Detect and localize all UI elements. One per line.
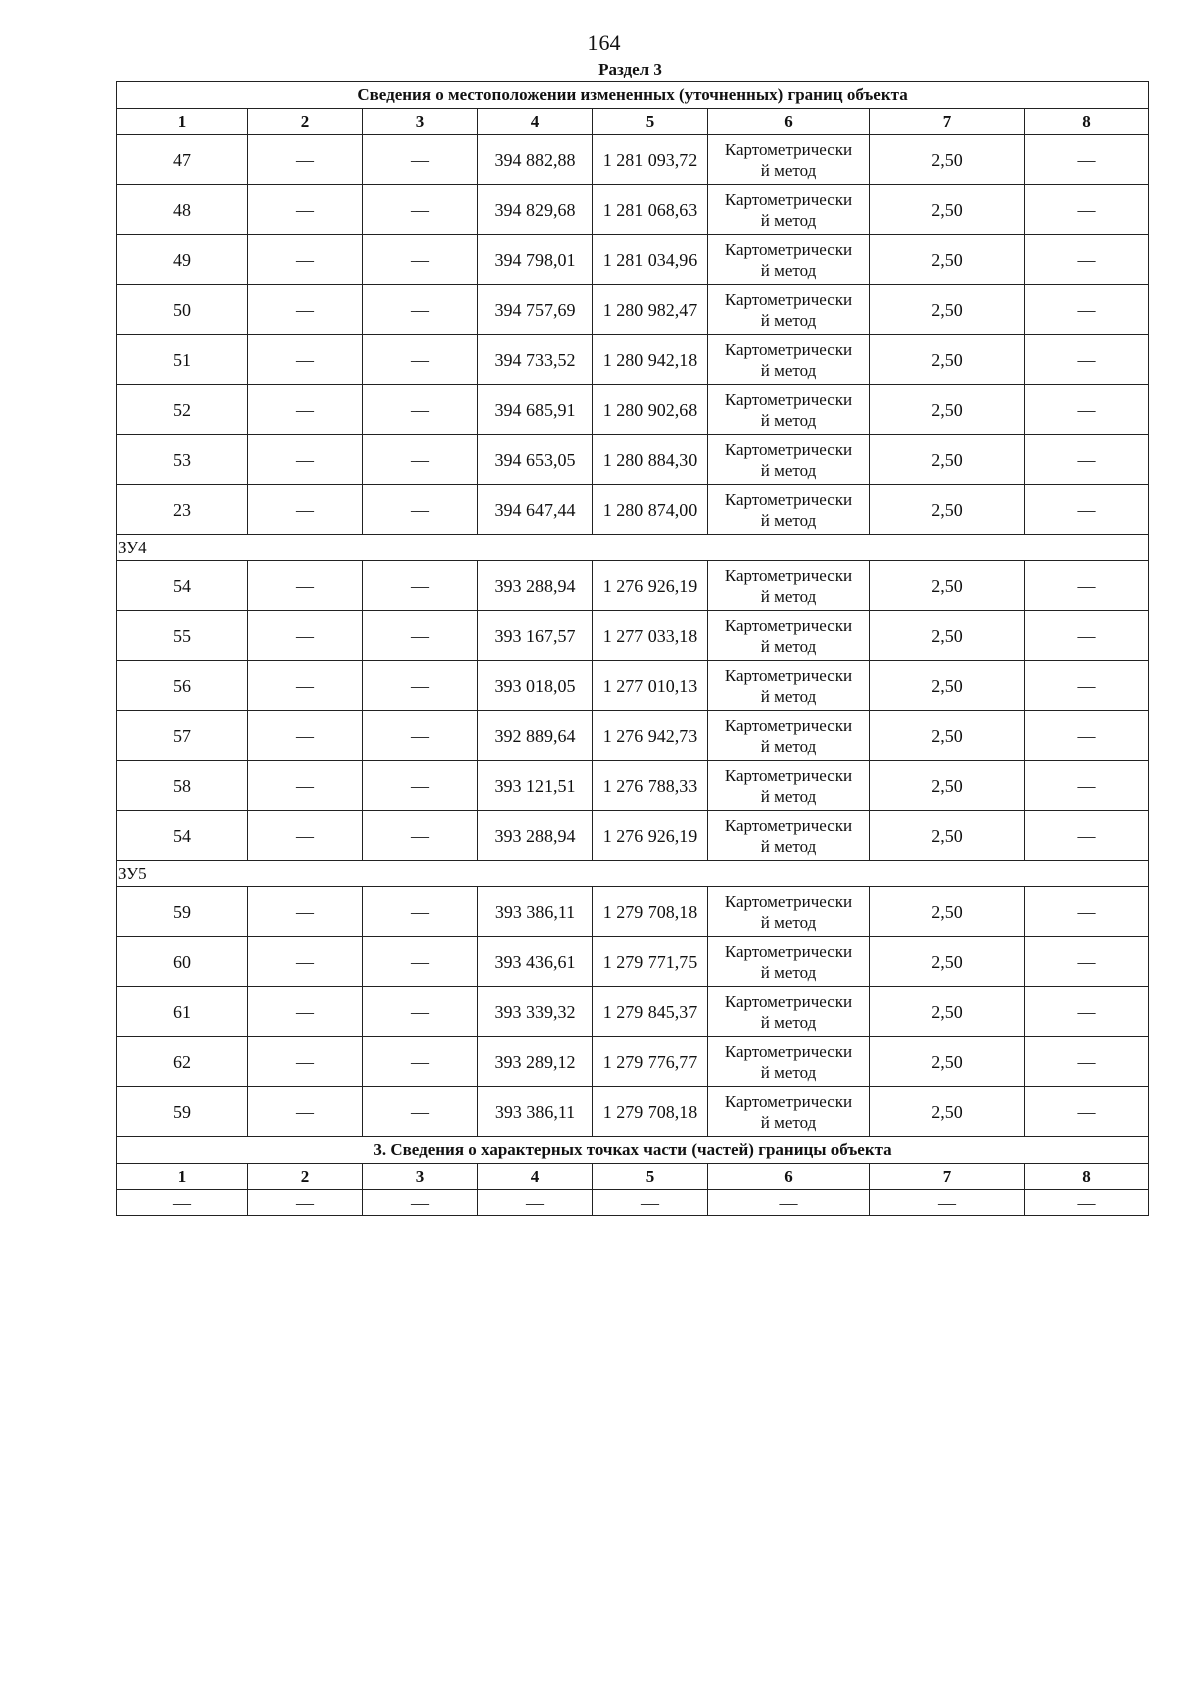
table-row bbox=[117, 937, 1149, 987]
dash-cell: — bbox=[363, 811, 478, 861]
dash-cell: — bbox=[363, 711, 478, 761]
x-coordinate: 394 829,68 bbox=[478, 185, 593, 235]
table-row bbox=[117, 485, 1149, 535]
group-row bbox=[117, 535, 1149, 561]
dash-cell: — bbox=[1025, 811, 1149, 861]
table2-column-number-row bbox=[117, 1164, 1149, 1190]
y-coordinate: 1 279 708,18 bbox=[593, 1087, 708, 1137]
method-cell bbox=[708, 335, 870, 385]
accuracy-value: 2,50 bbox=[870, 185, 1025, 235]
method-line-2: й метод bbox=[760, 686, 817, 706]
method-line-1: Картометрически bbox=[724, 339, 853, 359]
accuracy-value: 2,50 bbox=[870, 987, 1025, 1037]
method-line-1: Картометрически bbox=[724, 239, 853, 259]
dash-cell: — bbox=[248, 485, 363, 535]
x-coordinate: 393 386,11 bbox=[478, 887, 593, 937]
table-row bbox=[117, 285, 1149, 335]
y-coordinate: 1 280 942,18 bbox=[593, 335, 708, 385]
dash-cell: — bbox=[248, 661, 363, 711]
method-line-2: й метод bbox=[760, 310, 817, 330]
x-coordinate: 394 647,44 bbox=[478, 485, 593, 535]
method-line-2: й метод bbox=[760, 836, 817, 856]
point-number: 62 bbox=[117, 1037, 248, 1087]
dash-cell: — bbox=[248, 987, 363, 1037]
method-cell bbox=[708, 235, 870, 285]
dash-cell: — bbox=[363, 661, 478, 711]
dash-cell: — bbox=[1025, 711, 1149, 761]
column-number: 8 bbox=[1025, 1164, 1149, 1190]
accuracy-value: 2,50 bbox=[870, 561, 1025, 611]
y-coordinate: 1 280 902,68 bbox=[593, 385, 708, 435]
column-number-row bbox=[117, 109, 1149, 135]
point-number: 54 bbox=[117, 811, 248, 861]
table-row bbox=[117, 235, 1149, 285]
dash-cell: — bbox=[248, 887, 363, 937]
method-line-1: Картометрически bbox=[724, 941, 853, 961]
y-coordinate: 1 277 033,18 bbox=[593, 611, 708, 661]
method-line-1: Картометрически bbox=[724, 489, 853, 509]
y-coordinate: 1 276 926,19 bbox=[593, 561, 708, 611]
x-coordinate: 393 018,05 bbox=[478, 661, 593, 711]
x-coordinate: 393 288,94 bbox=[478, 811, 593, 861]
method-line-2: й метод bbox=[760, 360, 817, 380]
table-row bbox=[117, 611, 1149, 661]
accuracy-value: 2,50 bbox=[870, 285, 1025, 335]
x-coordinate: 393 436,61 bbox=[478, 937, 593, 987]
table-row bbox=[117, 1037, 1149, 1087]
point-number: 53 bbox=[117, 435, 248, 485]
dash-cell: — bbox=[248, 235, 363, 285]
dash-cell: — bbox=[363, 135, 478, 185]
group-label: ЗУ4 bbox=[117, 535, 1149, 561]
point-number: 57 bbox=[117, 711, 248, 761]
method-line-1: Картометрически bbox=[724, 891, 853, 911]
point-number: 55 bbox=[117, 611, 248, 661]
method-cell bbox=[708, 711, 870, 761]
x-coordinate: 393 289,12 bbox=[478, 1037, 593, 1087]
method-line-2: й метод bbox=[760, 736, 817, 756]
dash-cell: — bbox=[1025, 185, 1149, 235]
dash-cell: — bbox=[1025, 937, 1149, 987]
column-number: 5 bbox=[593, 1164, 708, 1190]
method-line-2: й метод bbox=[760, 962, 817, 982]
dash-cell: — bbox=[363, 335, 478, 385]
dash-cell: — bbox=[1025, 235, 1149, 285]
point-number: 48 bbox=[117, 185, 248, 235]
dash-cell: — bbox=[1025, 335, 1149, 385]
dash-cell: — bbox=[248, 711, 363, 761]
table2-row bbox=[117, 1190, 1149, 1216]
method-line-1: Картометрически bbox=[724, 1091, 853, 1111]
dash-cell: — bbox=[363, 235, 478, 285]
dash-cell: — bbox=[248, 561, 363, 611]
x-coordinate: 394 733,52 bbox=[478, 335, 593, 385]
method-cell bbox=[708, 887, 870, 937]
dash-cell: — bbox=[363, 887, 478, 937]
x-coordinate: 393 386,11 bbox=[478, 1087, 593, 1137]
dash-cell: — bbox=[248, 285, 363, 335]
table-caption: Сведения о местоположении измененных (уточненных) границ объекта bbox=[117, 82, 1149, 109]
y-coordinate: 1 279 708,18 bbox=[593, 887, 708, 937]
y-coordinate: 1 280 982,47 bbox=[593, 285, 708, 335]
column-number: 5 bbox=[593, 109, 708, 135]
accuracy-value: 2,50 bbox=[870, 135, 1025, 185]
column-number: 7 bbox=[870, 1164, 1025, 1190]
accuracy-value: 2,50 bbox=[870, 811, 1025, 861]
column-number: 8 bbox=[1025, 109, 1149, 135]
method-line-2: й метод bbox=[760, 510, 817, 530]
y-coordinate: 1 279 771,75 bbox=[593, 937, 708, 987]
dash-cell: — bbox=[248, 1087, 363, 1137]
method-line-2: й метод bbox=[760, 160, 817, 180]
accuracy-value: 2,50 bbox=[870, 711, 1025, 761]
dash-cell: — bbox=[248, 1037, 363, 1087]
dash-cell: — bbox=[1025, 761, 1149, 811]
point-number: 58 bbox=[117, 761, 248, 811]
dash-cell: — bbox=[363, 937, 478, 987]
method-line-2: й метод bbox=[760, 586, 817, 606]
dash-cell: — bbox=[363, 1190, 478, 1216]
dash-cell: — bbox=[363, 1037, 478, 1087]
point-number: 49 bbox=[117, 235, 248, 285]
table-row bbox=[117, 887, 1149, 937]
column-number: 7 bbox=[870, 109, 1025, 135]
method-line-2: й метод bbox=[760, 636, 817, 656]
accuracy-value: 2,50 bbox=[870, 385, 1025, 435]
y-coordinate: 1 276 926,19 bbox=[593, 811, 708, 861]
method-line-2: й метод bbox=[760, 260, 817, 280]
dash-cell: — bbox=[1025, 987, 1149, 1037]
x-coordinate: 394 882,88 bbox=[478, 135, 593, 185]
accuracy-value: 2,50 bbox=[870, 335, 1025, 385]
dash-cell: — bbox=[1025, 561, 1149, 611]
dash-cell: — bbox=[363, 435, 478, 485]
column-number: 3 bbox=[363, 1164, 478, 1190]
dash-cell: — bbox=[1025, 661, 1149, 711]
method-cell bbox=[708, 185, 870, 235]
method-cell bbox=[708, 811, 870, 861]
dash-cell: — bbox=[363, 385, 478, 435]
dash-cell: — bbox=[248, 937, 363, 987]
table-row bbox=[117, 1087, 1149, 1137]
accuracy-value: 2,50 bbox=[870, 235, 1025, 285]
table-row bbox=[117, 561, 1149, 611]
point-number: 59 bbox=[117, 1087, 248, 1137]
x-coordinate: 394 798,01 bbox=[478, 235, 593, 285]
method-line-2: й метод bbox=[760, 786, 817, 806]
column-number: 3 bbox=[363, 109, 478, 135]
dash-cell: — bbox=[1025, 1037, 1149, 1087]
table-caption-row bbox=[117, 82, 1149, 109]
dash-cell: — bbox=[363, 561, 478, 611]
accuracy-value: 2,50 bbox=[870, 761, 1025, 811]
point-number: 59 bbox=[117, 887, 248, 937]
accuracy-value: 2,50 bbox=[870, 661, 1025, 711]
accuracy-value: 2,50 bbox=[870, 937, 1025, 987]
dash-cell: — bbox=[1025, 485, 1149, 535]
dash-cell: — bbox=[1025, 135, 1149, 185]
method-cell bbox=[708, 485, 870, 535]
accuracy-value: 2,50 bbox=[870, 1037, 1025, 1087]
dash-cell: — bbox=[248, 335, 363, 385]
method-line-2: й метод bbox=[760, 912, 817, 932]
dash-cell: — bbox=[593, 1190, 708, 1216]
accuracy-value: 2,50 bbox=[870, 485, 1025, 535]
dash-cell: — bbox=[248, 135, 363, 185]
y-coordinate: 1 280 874,00 bbox=[593, 485, 708, 535]
dash-cell: — bbox=[248, 185, 363, 235]
method-line-2: й метод bbox=[760, 210, 817, 230]
dash-cell: — bbox=[1025, 1190, 1149, 1216]
method-line-1: Картометрически bbox=[724, 815, 853, 835]
method-line-1: Картометрически bbox=[724, 289, 853, 309]
point-number: 60 bbox=[117, 937, 248, 987]
method-line-2: й метод bbox=[760, 1012, 817, 1032]
dash-cell: — bbox=[363, 285, 478, 335]
accuracy-value: 2,50 bbox=[870, 1087, 1025, 1137]
point-number: 47 bbox=[117, 135, 248, 185]
dash-cell: — bbox=[363, 185, 478, 235]
method-cell bbox=[708, 661, 870, 711]
method-cell bbox=[708, 761, 870, 811]
y-coordinate: 1 281 093,72 bbox=[593, 135, 708, 185]
column-number: 1 bbox=[117, 1164, 248, 1190]
method-cell bbox=[708, 561, 870, 611]
method-line-2: й метод bbox=[760, 1062, 817, 1082]
dash-cell: — bbox=[117, 1190, 248, 1216]
y-coordinate: 1 277 010,13 bbox=[593, 661, 708, 711]
boundary-table-body bbox=[117, 82, 1149, 1216]
table2-caption-row bbox=[117, 1137, 1149, 1164]
method-line-2: й метод bbox=[760, 460, 817, 480]
dash-cell: — bbox=[870, 1190, 1025, 1216]
accuracy-value: 2,50 bbox=[870, 611, 1025, 661]
point-number: 61 bbox=[117, 987, 248, 1037]
boundary-table bbox=[116, 81, 1149, 1216]
method-line-1: Картометрически bbox=[724, 565, 853, 585]
method-cell bbox=[708, 285, 870, 335]
point-number: 50 bbox=[117, 285, 248, 335]
table-row bbox=[117, 385, 1149, 435]
method-line-1: Картометрически bbox=[724, 615, 853, 635]
method-line-1: Картометрически bbox=[724, 991, 853, 1011]
method-cell bbox=[708, 1087, 870, 1137]
dash-cell: — bbox=[248, 761, 363, 811]
method-line-1: Картометрически bbox=[724, 1041, 853, 1061]
dash-cell: — bbox=[248, 385, 363, 435]
method-cell bbox=[708, 385, 870, 435]
section-title: Раздел 3 bbox=[598, 60, 662, 79]
table-row bbox=[117, 987, 1149, 1037]
x-coordinate: 393 339,32 bbox=[478, 987, 593, 1037]
y-coordinate: 1 276 942,73 bbox=[593, 711, 708, 761]
method-line-1: Картометрически bbox=[724, 439, 853, 459]
table-row bbox=[117, 811, 1149, 861]
dash-cell: — bbox=[248, 1190, 363, 1216]
table2-caption: 3. Сведения о характерных точках части (частей) границы объекта bbox=[117, 1137, 1149, 1164]
table-row bbox=[117, 185, 1149, 235]
method-cell bbox=[708, 135, 870, 185]
dash-cell: — bbox=[1025, 1087, 1149, 1137]
column-number: 4 bbox=[478, 1164, 593, 1190]
method-line-2: й метод bbox=[760, 1112, 817, 1132]
x-coordinate: 393 121,51 bbox=[478, 761, 593, 811]
y-coordinate: 1 276 788,33 bbox=[593, 761, 708, 811]
y-coordinate: 1 281 068,63 bbox=[593, 185, 708, 235]
accuracy-value: 2,50 bbox=[870, 887, 1025, 937]
dash-cell: — bbox=[478, 1190, 593, 1216]
dash-cell: — bbox=[708, 1190, 870, 1216]
x-coordinate: 394 685,91 bbox=[478, 385, 593, 435]
method-line-1: Картометрически bbox=[724, 139, 853, 159]
x-coordinate: 394 653,05 bbox=[478, 435, 593, 485]
dash-cell: — bbox=[363, 485, 478, 535]
x-coordinate: 392 889,64 bbox=[478, 711, 593, 761]
x-coordinate: 394 757,69 bbox=[478, 285, 593, 335]
table-row bbox=[117, 661, 1149, 711]
column-number: 2 bbox=[248, 109, 363, 135]
method-line-1: Картометрически bbox=[724, 389, 853, 409]
dash-cell: — bbox=[363, 611, 478, 661]
table-row bbox=[117, 761, 1149, 811]
column-number: 4 bbox=[478, 109, 593, 135]
method-cell bbox=[708, 611, 870, 661]
accuracy-value: 2,50 bbox=[870, 435, 1025, 485]
method-line-1: Картометрически bbox=[724, 765, 853, 785]
point-number: 54 bbox=[117, 561, 248, 611]
dash-cell: — bbox=[363, 1087, 478, 1137]
x-coordinate: 393 167,57 bbox=[478, 611, 593, 661]
method-line-1: Картометрически bbox=[724, 189, 853, 209]
y-coordinate: 1 279 776,77 bbox=[593, 1037, 708, 1087]
table-row bbox=[117, 335, 1149, 385]
table-row bbox=[117, 435, 1149, 485]
dash-cell: — bbox=[1025, 435, 1149, 485]
dash-cell: — bbox=[1025, 887, 1149, 937]
column-number: 2 bbox=[248, 1164, 363, 1190]
point-number: 51 bbox=[117, 335, 248, 385]
table-row bbox=[117, 135, 1149, 185]
group-label: ЗУ5 bbox=[117, 861, 1149, 887]
method-line-1: Картометрически bbox=[724, 715, 853, 735]
table-row bbox=[117, 711, 1149, 761]
group-row bbox=[117, 861, 1149, 887]
method-line-1: Картометрически bbox=[724, 665, 853, 685]
y-coordinate: 1 279 845,37 bbox=[593, 987, 708, 1037]
method-cell bbox=[708, 937, 870, 987]
column-number: 1 bbox=[117, 109, 248, 135]
method-line-2: й метод bbox=[760, 410, 817, 430]
dash-cell: — bbox=[363, 987, 478, 1037]
method-cell bbox=[708, 435, 870, 485]
y-coordinate: 1 281 034,96 bbox=[593, 235, 708, 285]
page-number: 164 bbox=[587, 30, 621, 55]
y-coordinate: 1 280 884,30 bbox=[593, 435, 708, 485]
method-cell bbox=[708, 1037, 870, 1087]
method-cell bbox=[708, 987, 870, 1037]
dash-cell: — bbox=[1025, 611, 1149, 661]
dash-cell: — bbox=[1025, 285, 1149, 335]
dash-cell: — bbox=[1025, 385, 1149, 435]
dash-cell: — bbox=[363, 761, 478, 811]
x-coordinate: 393 288,94 bbox=[478, 561, 593, 611]
column-number: 6 bbox=[708, 109, 870, 135]
point-number: 52 bbox=[117, 385, 248, 435]
point-number: 23 bbox=[117, 485, 248, 535]
column-number: 6 bbox=[708, 1164, 870, 1190]
point-number: 56 bbox=[117, 661, 248, 711]
dash-cell: — bbox=[248, 435, 363, 485]
dash-cell: — bbox=[248, 811, 363, 861]
dash-cell: — bbox=[248, 611, 363, 661]
